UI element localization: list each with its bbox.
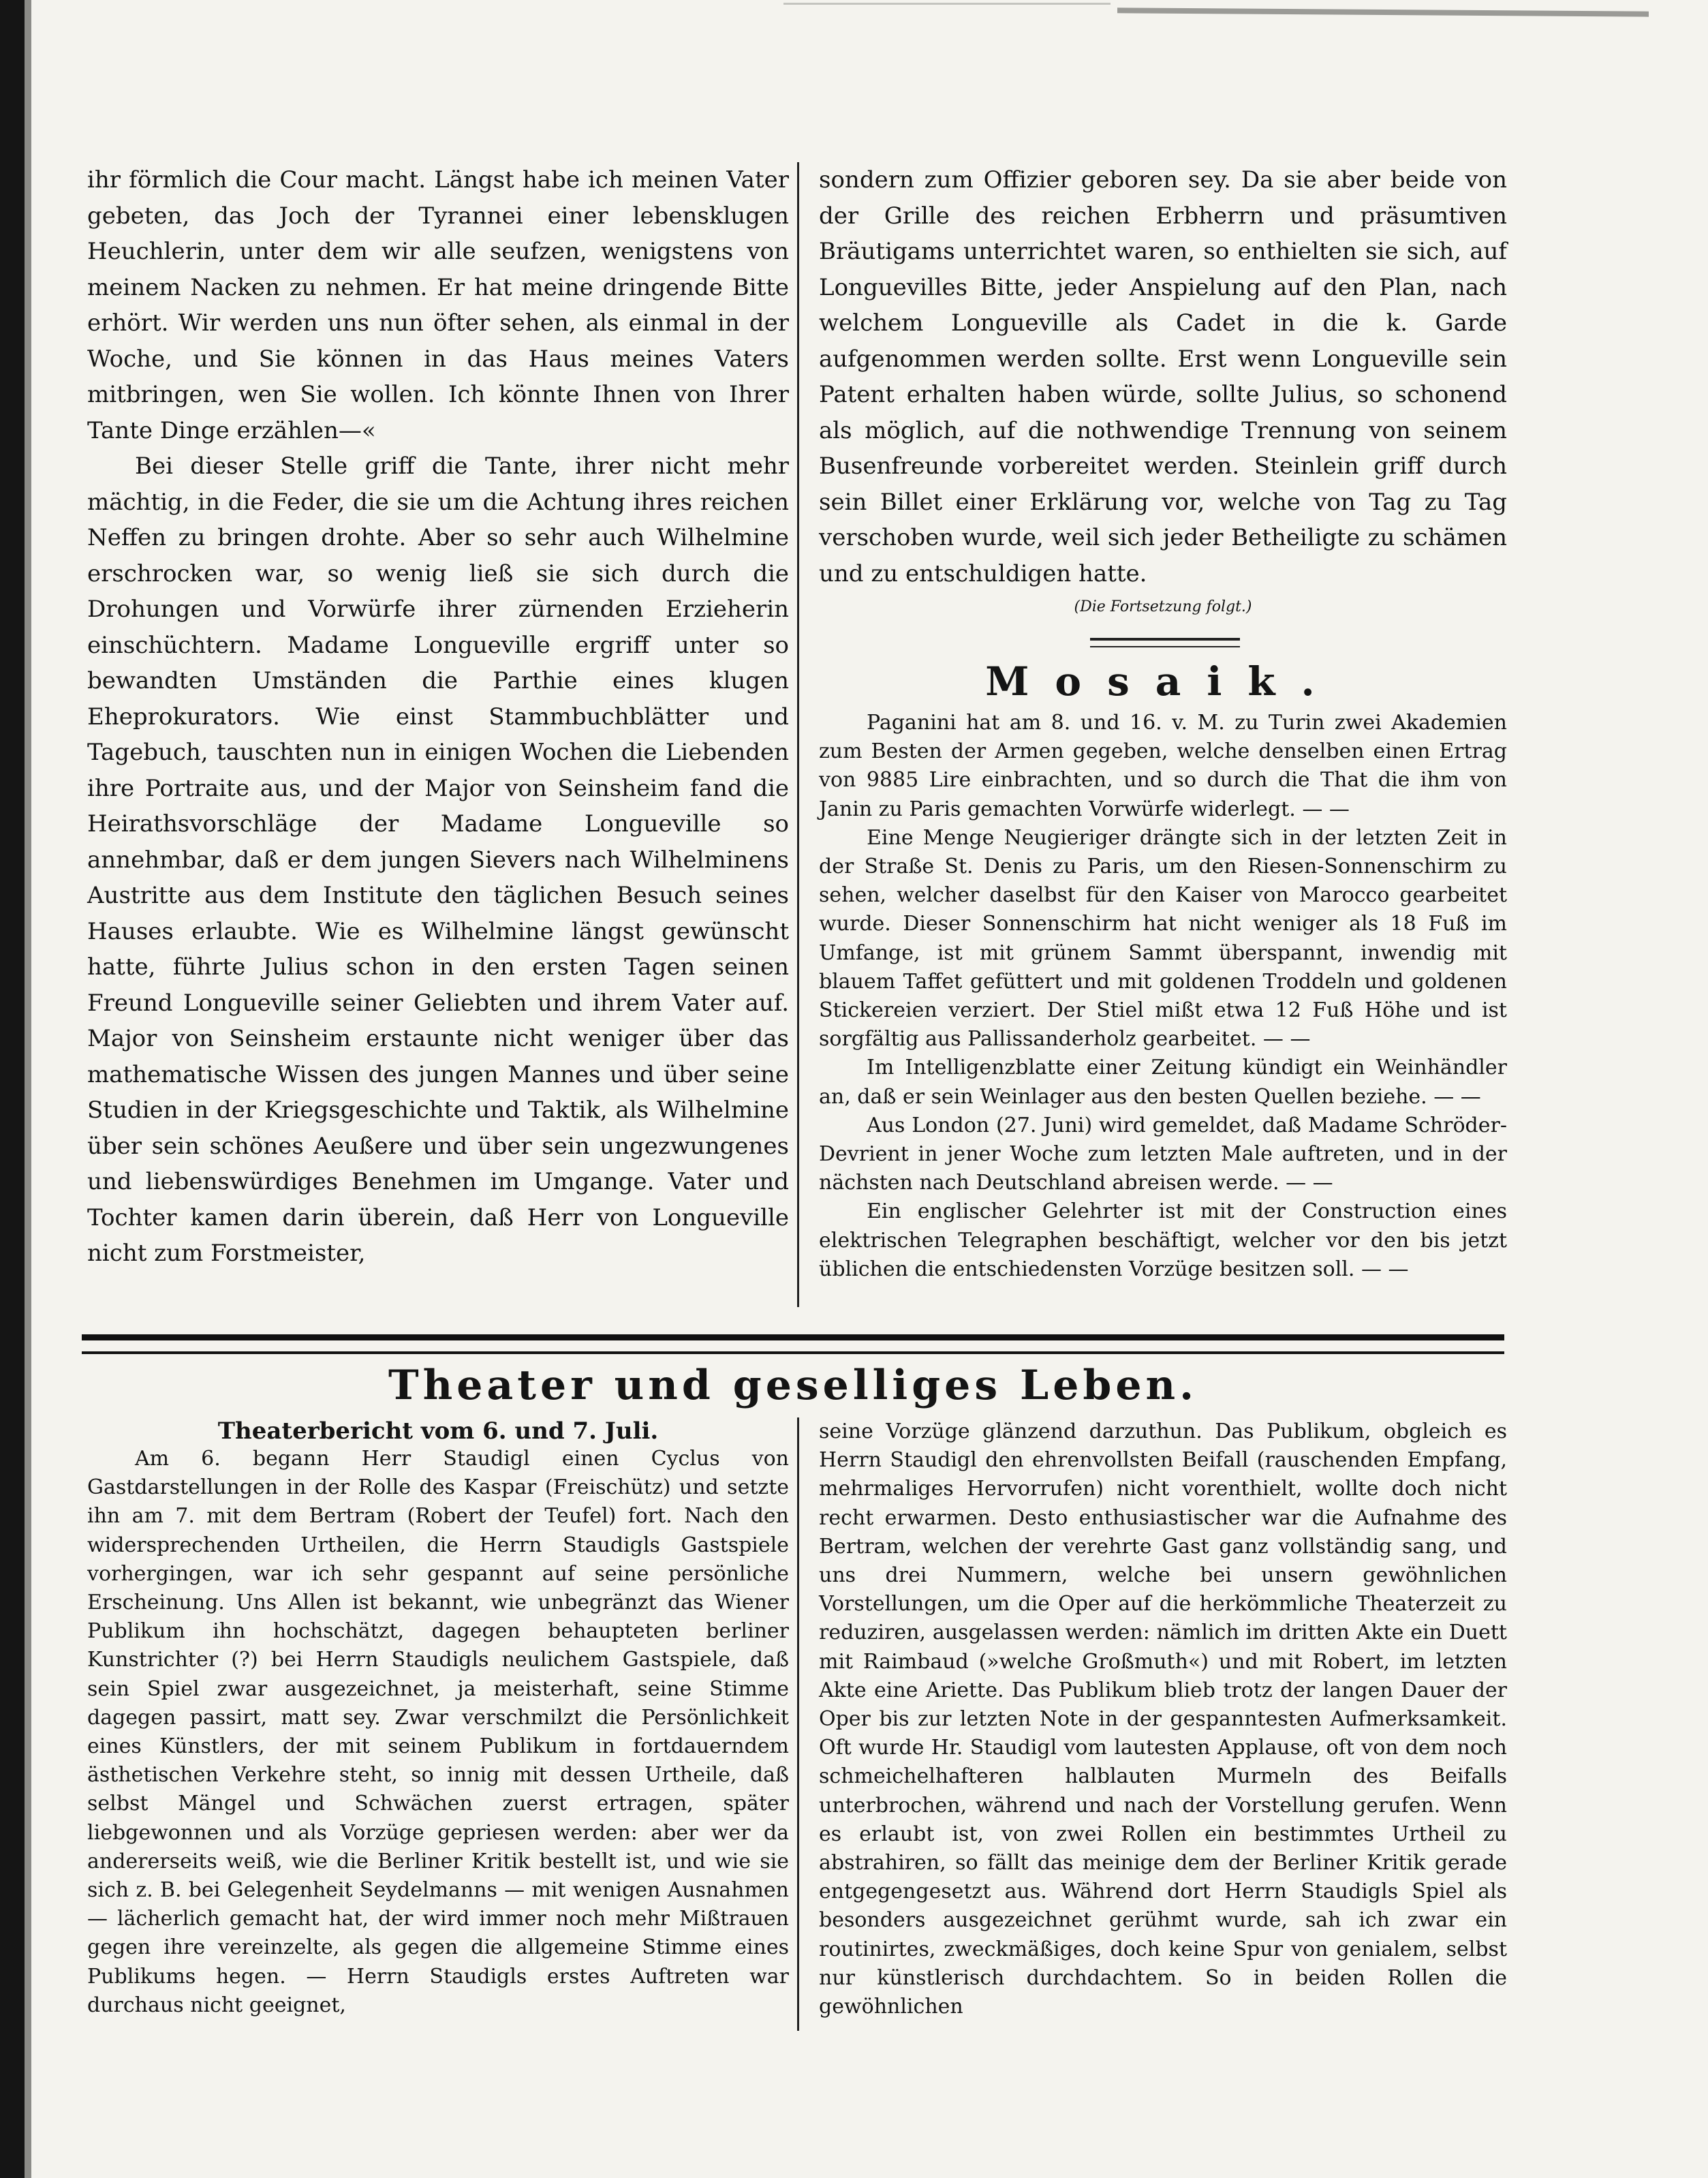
mosaik-item: Eine Menge Neugieriger drängte sich in der letzten Zeit in der Straße St. Denis zu Paris, um den Riesen-Sonnenschirm zu sehen, welcher daselbst für den Kaiser von Marocco gearbeitet wurde. Dieser Sonnenschirm hat nicht weniger als 18 Fuß im Umfange, ist mit grünem Sammt überspannt, inwendig mit blauem Taffet gefüttert und mit goldenen Troddeln und goldenen Stickereien verziert. Der Stiel mißt etwa 12 Fuß Höhe und ist sorgfältig aus Pallissanderholz gearbeitet. — —: [819, 825, 1507, 1052]
left-column-upper: [87, 162, 789, 1272]
mosaik-item: Ein englischer Gelehrter ist mit der Construction eines elektrischen Telegraphen beschäftigt, welcher vor den bis jetzt üblichen die entschiedensten Vorzüge besitzen soll. — —: [819, 1199, 1507, 1281]
mosaik-item: Im Intelligenzblatte einer Zeitung kündigt ein Weinhändler an, daß er sein Weinlager aus den besten Quellen beziehe. — —: [819, 1056, 1507, 1109]
mosaik-item: Paganini hat am 8. und 16. v. M. zu Turin zwei Akademien zum Besten der Armen gegeben, welche denselben einen Ertrag von 9885 Lire einbrachten, und so durch die That die ihm von Janin zu Paris gemachten Vorwürfe widerlegt. — —: [819, 711, 1507, 821]
theater-paragraph: seine Vorzüge glänzend darzuthun. Das Publikum, obgleich es Herrn Staudigl den ehrenvollsten Beifall (rauschenden Empfang, mehrmaliges Hervorrufen) nicht vorenthielt, wollte doch nicht recht erwarmen. Desto enthusiastischer war die Aufnahme des Bertram, welchen der verehrte Gast ganz vollständig sang, und uns drei Nummern, welche bei unsern gewöhnlichen Vorstellungen, um die Oper auf die herkömmliche Theaterzeit zu reduziren, ausgelassen werden: nämlich im dritten Akte ein Duett mit Raimbaud (»welche Großmuth«) und mit Robert, im letzten Akte eine Ariette. Das Publikum blieb trotz der langen Dauer der Oper bis zur letzten Note in der gespanntesten Aufmerksamkeit. Oft wurde Hr. Staudigl vom lautesten Applause, oft von dem noch schmeichelhafteren halblauten Murmeln des Beifalls unterbrochen, während und nach der Vorstellung gerufen. Wenn es erlaubt ist, von zwei Rollen ein bestimmtes Urtheil zu abstrahiren, so fällt das meinige dem der Berliner Kritik gerade entgegengesetzt aus. Während dort Herrn Staudigls Spiel als besonders ausgezeichnet gerühmt wurde, sah ich zwar ein routinirtes, zweckmäßiges, doch keine Spur von genialem, selbst nur künstlerisch durchdachtem. So in beiden Rollen die gewöhnlichen: [819, 1420, 1507, 2019]
scan-artifact: [1117, 7, 1649, 16]
scan-edge: [0, 0, 25, 2178]
column-rule: [797, 162, 799, 1307]
theater-paragraph: Am 6. begann Herr Staudigl einen Cyclus von Gastdarstellungen in der Rolle des Kaspar (Freischütz) und setzte ihn am 7. mit dem Bertram (Robert der Teufel) fort. Nach den widersprechenden Urtheilen, die Herrn Staudigls Gastspiele vorhergingen, war ich sehr gespannt auf seine persönliche Erscheinung. Uns Allen ist bekannt, wie unbegränzt das Wiener Publikum ihn hochschätzt, dagegen behaupteten berliner Kunstrichter (?) bei Herrn Staudigls neulichem Gastspiele, daß sein Spiel zwar ausgezeichnet, ja meisterhaft, seine Stimme dagegen passirt, matt sey. Zwar verschmilzt die Persönlichkeit eines Künstlers, der mit seinem Publikum in fortdauerndem ästhetischen Verkehre steht, so innig mit dessen Urtheile, daß selbst Mängel und Schwächen zuerst ertragen, später liebgewonnen und als Vorzüge gepriesen werden: aber wer da andererseits weiß, wie die Berliner Kritik bestellt ist, und wie sie sich z. B. bei Gelegenheit Seydelmanns — mit wenigen Ausnahmen — lächerlich gemacht hat, der wird immer noch mehr Mißtrauen gegen ihre vereinzelte, als gegen die allgemeine Stimme eines Publikums hegen. — Herrn Staudigls erstes Auftreten war durchaus nicht geeignet,: [87, 1447, 789, 2017]
continuation-note: (Die Fortsetzung folgt.): [1074, 598, 1252, 615]
mosaik-heading: Mosaik.: [985, 658, 1341, 705]
scan-edge-shadow: [25, 0, 31, 2178]
story-paragraph: ihr förmlich die Cour macht. Längst habe ich meinen Vater gebeten, das Joch der Tyrannei einer lebensklugen Heuchlerin, unter dem wir alle seufzen, wenigstens von meinem Nacken zu nehmen. Er hat meine dringende Bitte erhört. Wir werden uns nun öfter sehen, als einmal in der Woche, und Sie können in das Haus meines Vaters mitbringen, wen Sie wollen. Ich könnte Ihnen von Ihrer Tante Dinge erzählen—«: [87, 166, 789, 444]
column-rule: [797, 1417, 799, 2031]
theater-heading: Theater und geselliges Leben.: [388, 1362, 1198, 1409]
theater-subheading: Theaterbericht vom 6. und 7. Juli.: [217, 1417, 659, 1445]
story-paragraph: Bei dieser Stelle griff die Tante, ihrer nicht mehr mächtig, in die Feder, die sie um die Achtung ihres reichen Neffen zu bringen drohte. Aber so sehr auch Wilhelmine erschrocken war, so wenig ließ sie sich durch die Drohungen und Vorwürfe ihrer zürnenden Erzieherin einschüchtern. Madame Longueville ergriff unter so bewandten Umständen die Parthie eines klugen Eheprokurators. Wie einst Stammbuchblätter und Tagebuch, tauschten nun in einigen Wochen die Liebenden ihre Portraite aus, und der Major von Seinsheim fand die Heirathsvorschläge der Madame Longueville so annehmbar, daß er dem jungen Sievers nach Wilhelminens Austritte aus dem Institute den täglichen Besuch seines Hauses erlaubte. Wie es Wilhelmine längst gewünscht hatte, führte Julius schon in den ersten Tagen seinen Freund Longueville seiner Geliebten und ihrem Vater auf. Major von Seinsheim erstaunte nicht weniger über das mathematische Wissen des jungen Mannes und über seine Studien in der Kriegsgeschichte und Taktik, als Wilhelmine über sein schönes Aeußere und über sein ungezwungenes und liebenswürdiges Benehmen im Umgange. Vater und Tochter kamen darin überein, daß Herr von Longueville nicht zum Forstmeister,: [87, 453, 789, 1267]
mosaik-item: Aus London (27. Juni) wird gemeldet, daß Madame Schröder-Devrient in jener Woche zum letzten Male auftreten, und in der nächsten nach Deutschland abreisen werde. — —: [819, 1113, 1507, 1195]
story-paragraph: sondern zum Offizier geboren sey. Da sie aber beide von der Grille des reichen Erbherrn und präsumtiven Bräutigams unterrichtet waren, so enthielten sie sich, auf Longuevilles Bitte, jeder Anspielung auf den Plan, nach welchem Longueville als Cadet in die k. Garde aufgenommen werden sollte. Erst wenn Longueville sein Patent erhalten haben würde, sollte Julius, so schonend als möglich, auf die nothwendige Trennung von seinem Busenfreunde vorbereitet werden. Steinlein griff durch sein Billet einer Erklärung vor, welche von Tag zu Tag verschoben wurde, weil sich jeder Betheiligte zu schämen und zu entschuldigen hatte.: [819, 166, 1507, 587]
section-divider: [1090, 638, 1240, 647]
theater-left-column: [87, 1445, 789, 2020]
section-rule: [82, 1334, 1504, 1354]
right-column-upper: [819, 162, 1507, 592]
scan-artifact: [783, 3, 1111, 5]
mosaik-section: [819, 709, 1507, 1284]
theater-right-column: [819, 1417, 1507, 2021]
